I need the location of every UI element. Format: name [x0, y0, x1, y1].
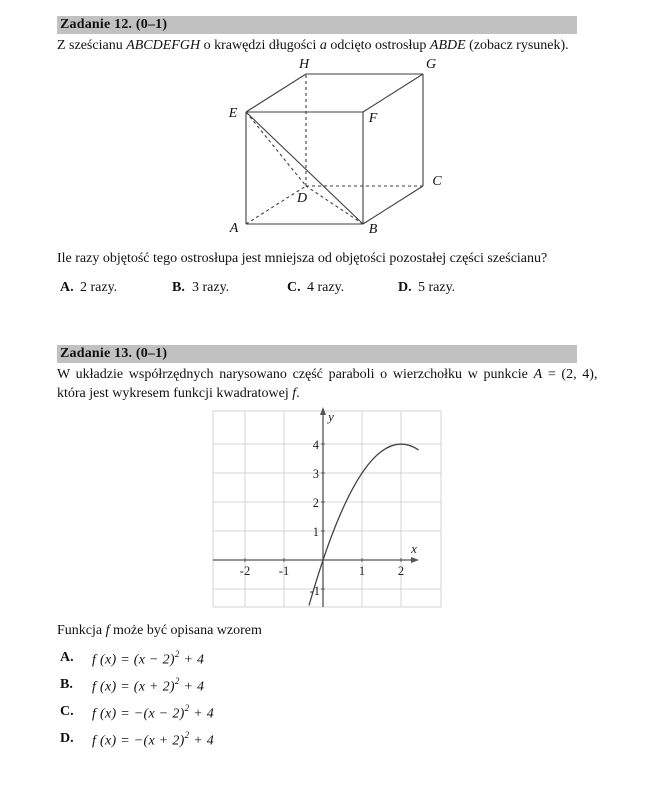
option-text: 2 razy. [80, 280, 118, 295]
vertex-label-h: H [298, 57, 310, 72]
vertex-label-d: D [296, 191, 308, 206]
cube-hidden-edges [246, 74, 423, 224]
cube-visible-edges [246, 74, 423, 224]
cube-figure [220, 56, 450, 241]
x-axis-label: x [411, 541, 417, 556]
cube-name: ABCDEFGH [126, 38, 201, 53]
pyramid-edge-ed [246, 112, 306, 186]
parabola-graph [210, 404, 450, 616]
option-letter: B. [172, 280, 185, 295]
parabola-curve [309, 444, 419, 605]
task12-option-d [398, 280, 455, 296]
task12-intro-text: Z sześcianu [57, 38, 127, 53]
y-axis-label: y [328, 409, 334, 424]
y-tick-4: 4 [312, 438, 319, 452]
option-letter: D. [60, 731, 74, 746]
task13-intro-text: . [296, 386, 300, 401]
edge-variable: a [319, 38, 327, 53]
formula: f $(x) = (x + 2)^2 + 4$ [92, 676, 205, 695]
task12-header: Zadanie 12. (0–1) [60, 17, 168, 32]
x-tick-2: 2 [397, 564, 405, 578]
task12-intro-text: (zobacz rysunek). [465, 38, 569, 53]
formula: f $(x) = -(x - 2)^2 + 4$ [92, 703, 215, 722]
task12-option-c [287, 280, 344, 296]
formula: f $(x) = -(x + 2)^2 + 4$ [92, 730, 215, 749]
x-axis-arrow [411, 557, 419, 563]
task12-intro-text: odcięto ostrosłup [326, 38, 430, 53]
pyramid-edge-eb [246, 112, 363, 224]
function-variable: f [292, 386, 297, 401]
task13-prompt-text: może być opisana wzorem [109, 623, 262, 638]
vertex-label-c: C [432, 174, 442, 189]
task13-intro-text: W układzie współrzędnych narysowano część paraboli o wierzchołku w punkcie [57, 367, 534, 382]
task13-prompt [57, 621, 635, 640]
point-variable: A [533, 367, 543, 382]
option-letter: B. [60, 677, 73, 692]
vertex-label-a: A [229, 221, 239, 236]
option-text: 4 razy. [307, 280, 345, 295]
vertex-label-b: B [368, 222, 378, 237]
option-letter: A. [60, 650, 74, 665]
task12-intro-text: o krawędzi długości [200, 38, 320, 53]
task12-header-bar [57, 16, 577, 34]
formula: f $(x) = (x - 2)^2 + 4$ [92, 649, 205, 668]
option-letter: C. [60, 704, 74, 719]
task13-intro-text: = (2, 4), [542, 367, 598, 382]
x-tick-neg2: -2 [239, 564, 251, 578]
pyramid-edge-bd [306, 186, 363, 224]
task12-question: Ile razy objętość tego ostrosłupa jest mniejsza od objętości pozostałej części sześcianu? [57, 251, 548, 266]
vertex-label-e: E [228, 106, 238, 121]
task12-intro [57, 36, 635, 55]
option-text: 3 razy. [192, 280, 230, 295]
task13-header-bar [57, 345, 577, 363]
vertex-label-f: F [368, 111, 378, 126]
task13-header: Zadanie 13. (0–1) [60, 346, 168, 361]
y-tick-2: 2 [312, 496, 319, 510]
x-tick-neg1: -1 [278, 564, 290, 578]
task12-option-a [60, 280, 117, 296]
task13-intro-line2 [57, 384, 635, 403]
option-letter: D. [398, 280, 412, 295]
option-text: 5 razy. [418, 280, 456, 295]
task13-prompt-text: Funkcja [57, 623, 106, 638]
x-tick-1: 1 [358, 564, 366, 578]
task12-option-b [172, 280, 229, 296]
vertex-label-g: G [425, 57, 437, 72]
y-tick-3: 3 [312, 467, 319, 481]
option-letter: A. [60, 280, 74, 295]
y-tick-neg1: -1 [309, 584, 320, 598]
y-tick-1: 1 [312, 525, 319, 539]
task13-intro-text: która jest wykresem funkcji kwadratowej [57, 386, 293, 401]
task12-options [0, 280, 664, 300]
function-variable: f [105, 623, 110, 638]
task13-intro [57, 365, 635, 403]
task13-intro-line1 [57, 365, 635, 384]
pyramid-name: ABDE [429, 38, 466, 53]
option-letter: C. [287, 280, 301, 295]
